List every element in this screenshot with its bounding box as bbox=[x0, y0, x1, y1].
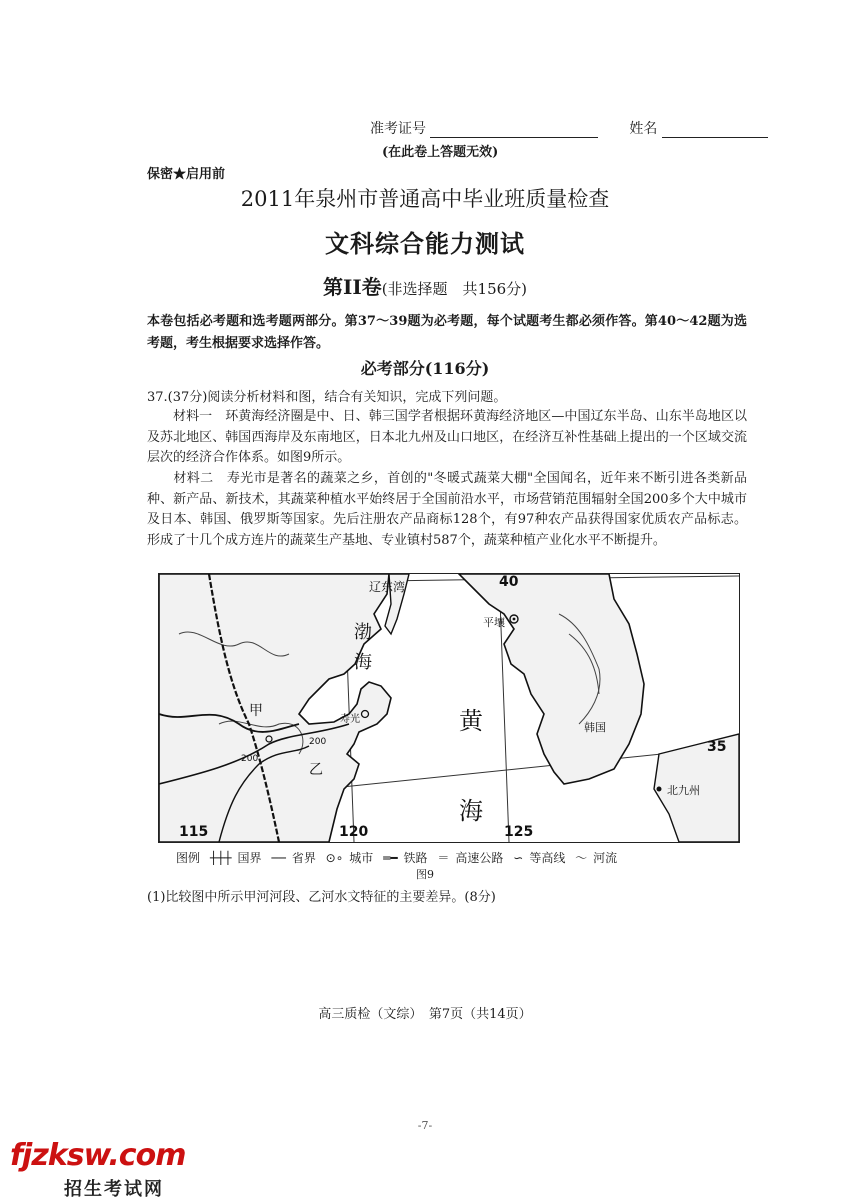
label-yi: 乙 bbox=[309, 762, 323, 778]
exam-id-field[interactable] bbox=[430, 123, 598, 138]
exam-title: 2011年泉州市普通高中毕业班质量检查 bbox=[240, 187, 610, 211]
volume-note: (非选择题 共156分) bbox=[381, 280, 528, 298]
page-number: -7- bbox=[417, 1119, 433, 1132]
intro-text: 本卷包括必考题和选考题两部分。第37～39题为必考题，每个试题考生都必须作答。第40～42题为选考题，考生根据要求选择作答。 bbox=[147, 314, 747, 351]
tick-lon115: 115 bbox=[179, 824, 209, 840]
legend-city-icon: ⊙∘ bbox=[325, 851, 344, 865]
material-one bbox=[147, 407, 747, 469]
label-korea: 韩国 bbox=[584, 721, 606, 734]
legend-border-icon: ┼┼┼ bbox=[209, 851, 232, 865]
legend-railway: 铁路 bbox=[403, 851, 428, 865]
legend-contour-icon: ∽ bbox=[513, 851, 524, 865]
legend-river-icon: 〜 bbox=[575, 851, 588, 865]
label-contour-200a: 200 bbox=[241, 754, 259, 764]
china-landmass bbox=[159, 574, 391, 842]
kitakyushu-city bbox=[657, 787, 662, 792]
subject-title: 文科综合能力测试 bbox=[325, 229, 525, 258]
watermark-cn: 招生考试网 bbox=[64, 1179, 164, 1200]
material-two bbox=[147, 469, 747, 551]
tick-lat40: 40 bbox=[499, 574, 519, 590]
volume-title bbox=[0, 271, 850, 300]
sub-question-1: (1)比较图中所示甲河河段、乙河水文特征的主要差异。(8分) bbox=[147, 890, 496, 905]
legend-river: 河流 bbox=[593, 851, 618, 865]
map-drawing bbox=[159, 574, 739, 842]
secret-label: 保密★启用前 bbox=[147, 167, 226, 182]
section-title: 必考部分(116分) bbox=[360, 359, 490, 378]
tick-lon120: 120 bbox=[339, 824, 369, 840]
figure-caption: 图9 bbox=[416, 868, 434, 881]
korean-peninsula bbox=[459, 574, 644, 784]
label-contour-200b: 200 bbox=[309, 737, 327, 747]
legend-highway: 高速公路 bbox=[455, 851, 504, 865]
name-label: 姓名 bbox=[629, 121, 658, 137]
legend-province: 省界 bbox=[291, 851, 316, 865]
label-bo-hai: 海 bbox=[354, 652, 372, 673]
volume-label: 第II卷 bbox=[322, 275, 382, 299]
legend-border: 国界 bbox=[237, 851, 262, 865]
label-pyongyang: 平壤 bbox=[483, 616, 505, 629]
tick-lon125: 125 bbox=[504, 824, 534, 840]
label-jia: 甲 bbox=[249, 703, 263, 719]
label-bo: 渤 bbox=[354, 622, 372, 643]
watermark-site[interactable]: fjzksw.com bbox=[10, 1138, 186, 1173]
answer-notice: (在此卷上答题无效) bbox=[382, 145, 499, 160]
label-kitakyushu: 北九州 bbox=[667, 784, 700, 797]
legend-railway-icon: ═━ bbox=[383, 851, 398, 865]
label-huang: 黄 bbox=[459, 707, 483, 735]
legend-province-icon: ── bbox=[271, 851, 286, 865]
legend-contour: 等高线 bbox=[529, 851, 566, 865]
tick-lat35: 35 bbox=[707, 739, 727, 755]
figure-9-map bbox=[158, 573, 740, 843]
exam-header bbox=[370, 118, 768, 138]
map-legend bbox=[176, 849, 623, 866]
label-liaodong-bay: 辽东湾 bbox=[369, 580, 406, 594]
legend-highway-icon: ＝ bbox=[437, 851, 450, 865]
page-footer: 高三质检（文综） 第7页（共14页） bbox=[318, 1007, 532, 1022]
legend-title: 图例 bbox=[176, 851, 201, 865]
label-huang-hai: 海 bbox=[459, 797, 483, 825]
label-shouguang: 寿光 bbox=[340, 714, 360, 725]
material-one-text: 材料一 环黄海经济圈是中、日、韩三国学者根据环黄海经济地区—中国辽东半岛、山东半岛地区以及苏北地区、韩国西海岸及东南地区，日本北九州及山口地区，在经济互补性基础上提出的一个区域交流层次的经济合作体系。如图9所示。 bbox=[147, 409, 747, 465]
legend-city: 城市 bbox=[349, 851, 374, 865]
name-field[interactable] bbox=[662, 123, 768, 138]
pyongyang-dot bbox=[513, 618, 516, 621]
exam-id-label: 准考证号 bbox=[370, 121, 426, 137]
question-37-stem: 37.(37分)阅读分析材料和图，结合有关知识，完成下列问题。 bbox=[147, 390, 507, 405]
material-two-text: 材料二 寿光市是著名的蔬菜之乡，首创的"冬暖式蔬菜大棚"全国闻名，近年来不断引进各类新品种、新产品、新技术，其蔬菜种植水平始终居于全国前沿水平，市场营销范围辐射全国200多个大中城市及日本、韩国、俄罗斯等国家。先后注册农产品商标128个，有97种农产品获得国家优质农产品标志。形成了十几个成方连片的蔬菜生产基地、专业镇村587个，蔬菜种植产业化水平不断提升。 bbox=[147, 471, 747, 548]
